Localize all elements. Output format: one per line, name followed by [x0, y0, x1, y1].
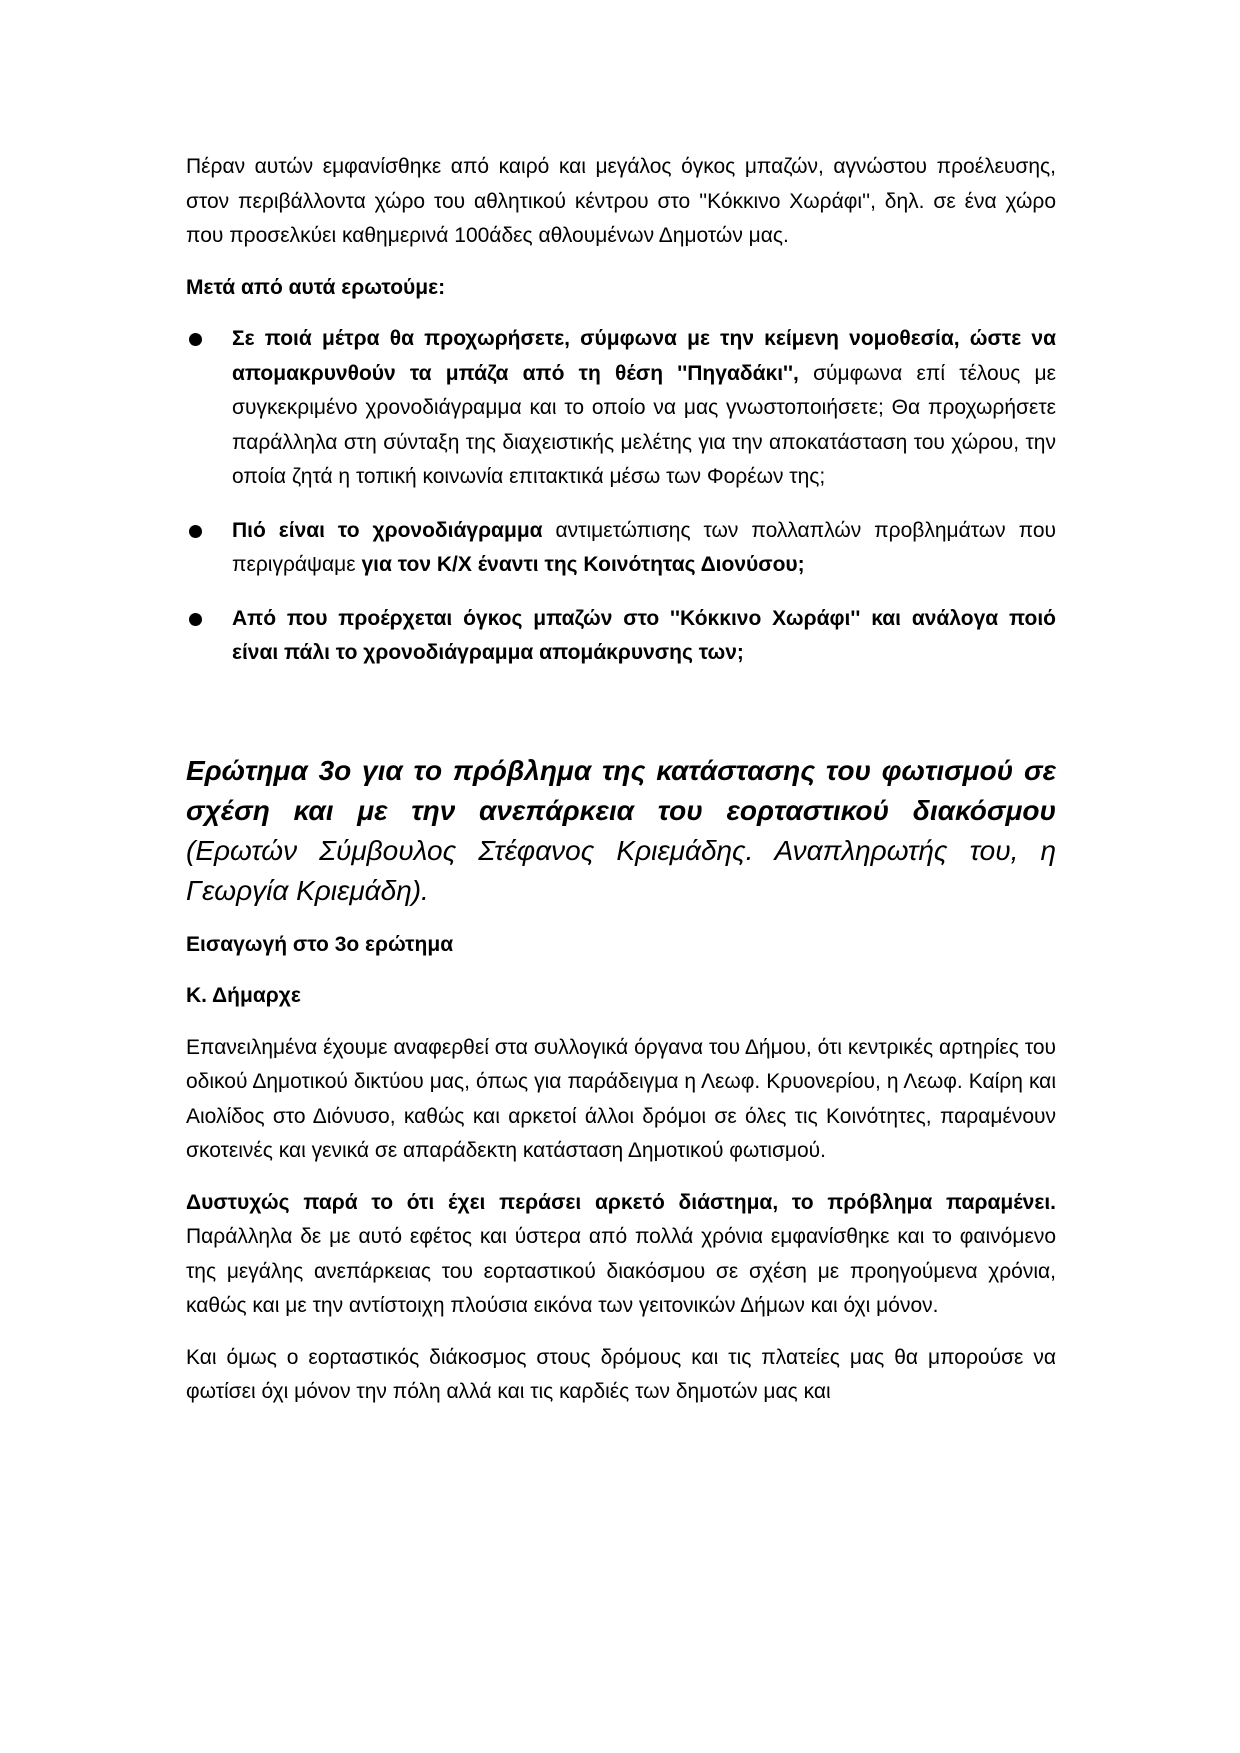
bullet-icon — [189, 613, 202, 626]
question-item — [186, 602, 1056, 671]
question-bold-text: Πιό είναι το χρονοδιάγραμμα — [232, 518, 543, 542]
question-item — [186, 322, 1056, 495]
subheading-introduction: Εισαγωγή στο 3ο ερώτημα — [186, 932, 454, 956]
question-text: αντιμετώπισης των πολλαπλών προβλημάτων που περιγράψαμε — [232, 518, 1056, 576]
question-3-heading — [186, 751, 1056, 911]
questions-list — [186, 322, 1056, 671]
question-text: σύμφωνα επί τέλους με συγκεκριμένο χρονοδιάγραμμα και το οποίο να μας γνωστοποιήσετε; Θα προχωρήσετε παράλληλα στη σύνταξη της διαχειστικής μελέτης για την αποκατάσταση του χώρου, την οποία ζητά η τοπική κοινωνία επιτακτικά μέσω των Φορέων της; — [232, 361, 1056, 488]
heading-authors: (Ερωτών Σύμβουλος Στέφανος Κριεμάδης. Αναπληρωτής του, η Γεωργία Κριεμάδη). — [186, 834, 1056, 906]
subheading-salutation: Κ. Δήμαρχε — [186, 984, 301, 1007]
question-bold-text: Σε ποιά μέτρα θα προχωρήσετε, σύμφωνα με την κείμενη νομοθεσία, ώστε να απομακρυνθούν τα μπάζα από τη θέση ''Πηγαδάκι'', — [232, 327, 1056, 385]
document-page — [186, 150, 1056, 1410]
paragraph-lighting: Επανειλημένα έχουμε αναφερθεί στα συλλογικά όργανα του Δήμου, ότι κεντρικές αρτηρίες του οδικού Δημοτικού δικτύου μας, όπως για παράδειγμα η Λεωφ. Κρυονερίου, η Λεωφ. Καίρη και Αιολίδος στο Διόνυσο, καθώς και αρκετοί άλλοι δρόμοι σε όλες τις Κοινότητες, παραμένουν σκοτεινές και γενικά σε απαράδεκτη κατάσταση Δημοτικού φωτισμού. — [186, 1035, 1056, 1162]
question-item — [186, 514, 1056, 583]
questions-intro: Μετά από αυτά ερωτούμε: — [186, 275, 446, 299]
question-bold-text: για τον Κ/Χ έναντι της Κοινότητας Διονύσου; — [361, 553, 805, 576]
heading-title: Ερώτημα 3ο για το πρόβλημα της κατάστασης του φωτισμού σε σχέση και με την ανεπάρκεια του εορταστικού διακόσμου — [186, 754, 1056, 826]
paragraph-text: Παράλληλα δε με αυτό εφέτος και ύστερα από πολλά χρόνια εμφανίσθηκε και το φαινόμενο της μεγάλης ανεπάρκειας του εορταστικού διακόσμου σε σχέση με προηγούμενα χρόνια, καθώς και με την αντίστοιχη πλούσια εικόνα των γειτονικών Δήμων και όχι μόνον. — [186, 1225, 1056, 1317]
bullet-icon — [189, 333, 202, 346]
paragraph-problem — [186, 1186, 1056, 1324]
question-bold-text: Από που προέρχεται όγκος μπαζών στο ''Κόκκινο Χωράφι'' και ανάλογα ποιό είναι πάλι το χρονοδιάγραμμα απομάκρυνσης των; — [232, 606, 1056, 664]
paragraph-bold-text: Δυστυχώς παρά το ότι έχει περάσει αρκετό διάστημα, το πρόβλημα παραμένει. — [186, 1190, 1056, 1214]
paragraph-rubble: Πέραν αυτών εμφανίσθηκε από καιρό και μεγάλος όγκος μπαζών, αγνώστου προέλευσης, στον περιβάλλοντα χώρο του αθλητικού κέντρου στο ''Κόκκινο Χωράφι'', δηλ. σε ένα χώρο που προσελκύει καθημερινά 100άδες αθλουμένων Δημοτών μας. — [186, 155, 1056, 247]
paragraph-decoration: Και όμως ο εορταστικός διάκοσμος στους δρόμους και τις πλατείες μας θα μπορούσε να φωτίσει όχι μόνον την πόλη αλλά και τις καρδιές των δημοτών μας και — [186, 1345, 1056, 1403]
bullet-icon — [189, 525, 202, 538]
